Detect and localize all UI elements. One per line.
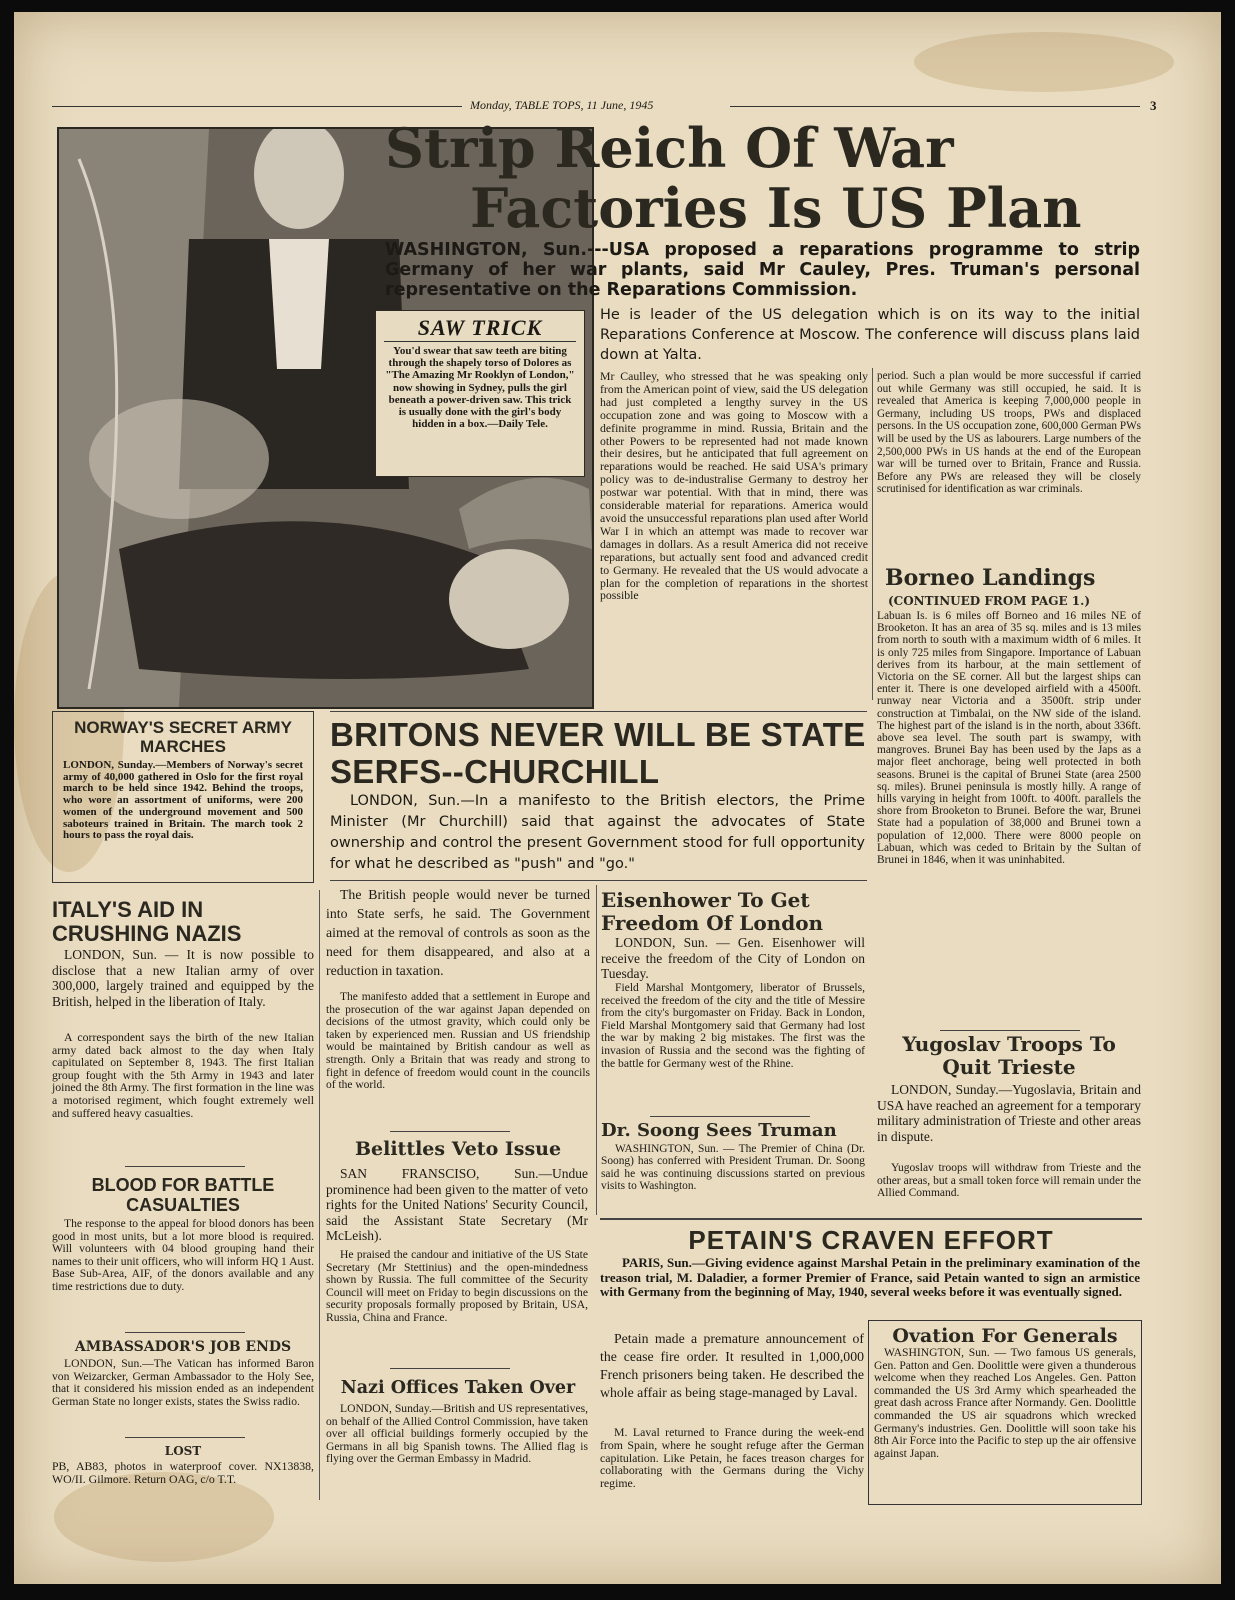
lead-headline-line-1: Strip Reich Of War xyxy=(385,116,954,180)
petain-intro: PARIS, Sun.—Giving evidence against Marshal Petain in the preliminary examination of the treason trial, M. Daladier, a former Premier of France, said Petain wanted to sign an armistice with Germany from the beginning of May, 1940, several weeks before it was eventually signed. xyxy=(600,1255,1140,1300)
norway-text: LONDON, Sunday.—Members of Norway's secret army of 40,000 gathered in Oslo for the first royal march to be held since 1942. Behind the troops, who wore an assortment of uniforms, were 200 women of the underground movement and 500 saboteurs trained in Britain. The march took 2 hours to pass the royal dais. xyxy=(63,759,303,842)
borneo-text: Labuan Is. is 6 miles off Borneo and 16 miles NE of Brooketon. It has an area of 35 sq. miles and is 13 miles from north to south with a maximum width of 6 miles. It is only 725 miles from Singapore. Importance of Labuan derives from its harbour, at the main settlement of Victoria on the SE corner. All but the largest ships can enter it. There is one developed airfield with a 4500ft. runway near Victoria and a 3500ft. strip under construction at Timbalai, on the NW side of the island. The highest part of the island is in the north, about 336ft. above sea level. The south part is swampy, with mangroves. Brunei Bay has been used by the Japs as a major fleet anchorage, being well protected in both seasons. Brunei is the capital of Brunei State (area 2500 sq. miles). Brunei peninsula is mostly hilly. A range of hills varying in height from 100ft. to 400ft. parallels the shore from Brooketon to Brunei. Before the war, Brunei State had a population of 38,000 and Brunei town a population of 12,000. There were 8000 people on Labuan, which was ceded to Britain by the Sultan of Brunei in 1846, when it was uninhabited. xyxy=(877,610,1141,867)
blood-rule xyxy=(125,1166,245,1167)
header-rule-left xyxy=(52,106,462,107)
column-rule xyxy=(872,368,873,700)
ambassador-headline: AMBASSADOR'S JOB ENDS xyxy=(74,1339,292,1355)
petain-headline: PETAIN'S CRAVEN EFFORT xyxy=(688,1225,1054,1255)
page-number: 3 xyxy=(1150,98,1157,113)
ambassador-rule xyxy=(125,1332,245,1333)
borneo-subhead: (CONTINUED FROM PAGE 1.) xyxy=(888,594,1091,608)
britons-rule xyxy=(330,711,867,712)
lead-paragraph: He is leader of the US delegation which is on its way to the initial Reparations Conference at Moscow. The conference will discuss plans laid down at Yalta. xyxy=(600,307,1140,363)
ambassador-text: LONDON, Sun.—The Vatican has informed Baron von Weizarcker, German Ambassador to the Holy See, that it considered his mission ended as an independent German State no longer exists, states the Swiss radio. xyxy=(52,1357,314,1408)
blood-headline: BLOOD FOR BATTLE CASUALTIES xyxy=(91,1175,275,1215)
yugoslav-headline: Yugoslav Troops To Quit Trieste xyxy=(902,1032,1116,1079)
norway-headline: NORWAY'S SECRET ARMY MARCHES xyxy=(74,718,292,756)
lost-headline: LOST xyxy=(164,1444,202,1458)
veto-headline: Belittles Veto Issue xyxy=(354,1138,562,1160)
norway-box xyxy=(52,711,314,883)
yugoslav-rule xyxy=(940,1030,1080,1031)
caption-title: SAW TRICK xyxy=(384,315,576,342)
italy-p2: A correspondent says the birth of the new Italian army dated back almost to the day when Italy capitulated on September 8, 1943. The first Italian group fought with the 5th Army in 1943 and later joined the 8th Army. The first formation in the line was a motorised regiment, which fought extremely well and suffered heavy casualties. xyxy=(52,1030,314,1120)
soong-rule xyxy=(650,1116,810,1117)
britons-intro-rule xyxy=(330,880,867,881)
veto-p1: SAN FRANSCISO, Sun.—Undue prominence had been given to the matter of veto rights for the United Nations' Security Council, said the Assistant State Secretary (Mr McLeish). xyxy=(326,1166,588,1243)
yugoslav-p2: Yugoslav troops will withdraw from Trieste and the other areas, but a small token force will remain under the Allied Command. xyxy=(877,1162,1141,1200)
eisenhower-p1: LONDON, Sun. — Gen. Eisenhower will receive the freedom of the City of London on Tuesday. xyxy=(601,935,865,981)
masthead: Monday, TABLE TOPS, 11 June, 1945 xyxy=(470,98,654,112)
ovation-text: WASHINGTON, Sun. — Two famous US generals, Gen. Patton and Gen. Doolittle were given a thunderous welcome when they reached Los Angeles. Gen. Patton commanded the US 3rd Army which spearheaded the great dash across France after Normandy. Gen. Doolittle commanded the US air squadrons which wrecked Germany's industries. Gen. Doolittle will soon take his 8th Air Force into the Pacific to step up the air offensive against Japan. xyxy=(874,1346,1136,1460)
italy-headline: ITALY'S AID IN CRUSHING NAZIS xyxy=(52,897,242,946)
photo-caption xyxy=(375,310,585,477)
veto-p2: He praised the candour and initiative of the US State Secretary (Mr Stettinius) and the open-mindedness shown by Russia. The full committee of the Security Council will meet on Friday to begin discussions on the security proposals formally proposed by Britain, USA, Russia, China and France. xyxy=(326,1248,588,1324)
britons-p1: The British people would never be turned into State serfs, he said. The Government aimed at the removal of controls as soon as the need for them disappeared, and also at a reduction in taxation. xyxy=(326,887,590,978)
eisenhower-p2: Field Marshal Montgomery, liberator of Brussels, received the freedom of the city and the title of Messire from the city's burgomaster on Friday. Back in London, Field Marshal Montgomery said that Germany had lost the war by making 2 big mistakes. The first was the invasion of Russia and the second was the fighting of the battle for Germany west of the Rhine. xyxy=(601,981,865,1070)
header-rule-right xyxy=(730,106,1140,107)
blood-text: The response to the appeal for blood donors has been good in most units, but a lot more blood is required. Will volunteers with 04 blood grouping hand their names to their unit officers, who will inform HQ 1 Aust. Base Sub-Area, AIF, of the donors available and any time restrictions due to duty. xyxy=(52,1217,314,1293)
ovation-box xyxy=(868,1320,1142,1505)
britons-headline: BRITONS NEVER WILL BE STATE SERFS--CHURCHILL xyxy=(330,716,866,790)
lead-column-b: period. Such a plan would be more successful if carried out while Germany was still occupied, he said. It is revealed that America is keeping 7,000,000 people in Germany, including US troops, PWs and displaced persons. In the US occupation zone, 600,000 German PWs will be used by the US as labourers. Large numbers of the 2,500,000 PWs in US hands at the end of the European war will be turned over to Britain, France and Russia. Before any PWs are released they will be closely scrutinised for identification as war criminals. xyxy=(877,370,1141,496)
lead-headline-line-2: Factories Is US Plan xyxy=(470,176,1082,240)
column-rule-3 xyxy=(319,890,320,1500)
britons-intro: LONDON, Sun.—In a manifesto to the British electors, the Prime Minister (Mr Churchill) said that against the advocates of State ownership and control the present Government stood for full opportunity for what he described as "push" and "go." xyxy=(330,793,865,872)
petain-p1: Petain made a premature announcement of the cease fire order. It resulted in 1,000,000 French prisoners being taken. He described the whole affair as being stage-managed by Laval. xyxy=(600,1331,864,1400)
britons-p2: The manifesto added that a settlement in Europe and the prosecution of the war against Japan depended on decisions of the utmost gravity, which could only be taken by experienced men. Russian and US friendship would be maintained by British candour as well as strength. Only a Britain that was ready and strong to fight in defence of freedom would count in the councils of the world. xyxy=(326,991,590,1092)
petain-p2: M. Laval returned to France during the week-end from Spain, where he sought refuge after the German capitulation. Like Petain, he faces treason charges for collaborating with the Germans during the Vichy regime. xyxy=(600,1425,864,1491)
borneo-headline: Borneo Landings xyxy=(885,565,1096,591)
eisenhower-headline: Eisenhower To Get Freedom Of London xyxy=(601,888,824,935)
lead-intro: WASHINGTON, Sun.---USA proposed a reparations programme to strip Germany of her war plants, said Mr Cauley, Pres. Truman's personal representative on the Reparations Commission. xyxy=(385,240,1140,300)
ovation-headline: Ovation For Generals xyxy=(892,1325,1118,1347)
lead-column-a: Mr Caulley, who stressed that he was speaking only from the American point of view, said the US delegation had just completed a lengthy survey in the US occupation zone and was going to Moscow with a definite programme in mind. Russia, Britain and the other Powers to be represented had not made known their desires, but he anticipated that full agreement on reparations would be reached. He said USA's primary policy was to de-industralise Germany to destroy her postwar war potential. With that in mind, there was considerable material for reparations. America would avoid the unsuccessful reparations plan used after World War I in which an attempt was made to recover war damages in dollars. As a result America did not receive reparations, but actually sent food and advanced credit to Germany. He revealed that the US would advocate a plan for the completion of reparations in the shortest possible xyxy=(600,369,868,603)
lost-text: PB, AB83, photos in waterproof cover. NX13838, WO/II. Gilmore. Return OAG, c/o T.T. xyxy=(52,1459,314,1486)
lost-rule xyxy=(125,1437,245,1438)
nazi-rule xyxy=(390,1368,510,1369)
veto-rule xyxy=(390,1131,510,1132)
nazi-offices-headline: Nazi Offices Taken Over xyxy=(340,1378,576,1398)
soong-text: WASHINGTON, Sun. — The Premier of China (Dr. Soong) has conferred with President Truman. Dr. Soong said he was continuing discussions started on previous visits to Washington. xyxy=(601,1143,865,1193)
nazi-offices-text: LONDON, Sunday.—British and US representatives, on behalf of the Allied Control Commission, have taken over all official buildings formerly occupied by the Germans in all big Spanish towns. The Allied flag is flying over the German Embassy in Madrid. xyxy=(326,1402,588,1466)
soong-headline: Dr. Soong Sees Truman xyxy=(601,1120,837,1141)
yugoslav-p1: LONDON, Sunday.—Yugoslavia, Britain and USA have reached an agreement for a temporary military administration of Trieste and other areas in dispute. xyxy=(877,1082,1141,1144)
italy-p1: LONDON, Sun. — It is now possible to disclose that a new Italian army of over 300,000, largely trained and equipped by the British, helped in the liberation of Italy. xyxy=(52,947,314,1009)
caption-text: You'd swear that saw teeth are biting through the shapely torso of Dolores as "The Amazing Mr Rooklyn of London," now showing in Sydney, pulls the girl beneath a power-driven saw. This trick is usually done with the girl's body hidden in a box.—Daily Tele. xyxy=(385,345,575,431)
column-rule-2 xyxy=(596,885,597,1215)
petain-rule-top xyxy=(600,1218,1142,1220)
